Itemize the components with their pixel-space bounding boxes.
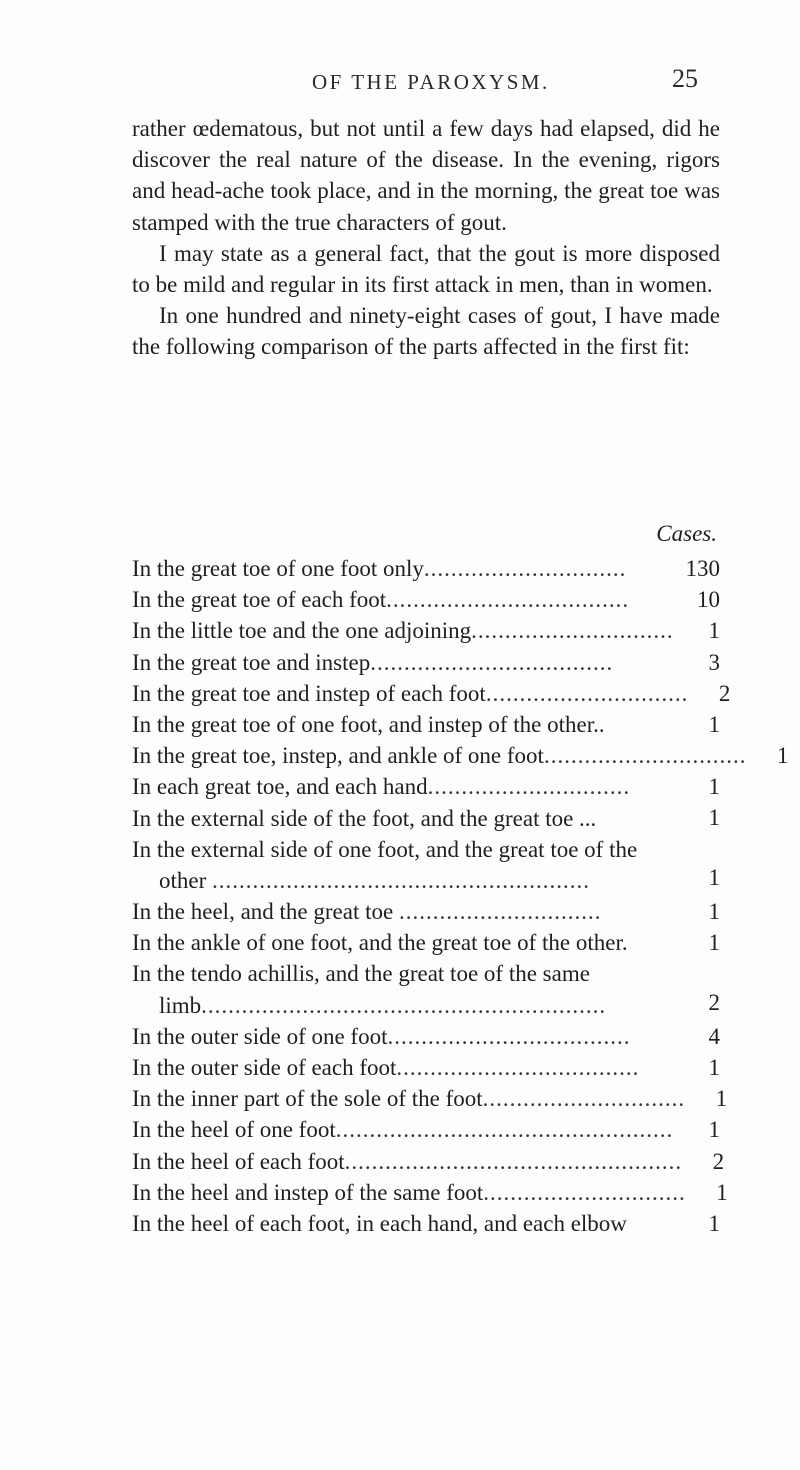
- paragraph: I may state as a general fact, that the gout is more disposed to be mild and regular in its first attack in men, than in women.: [132, 240, 720, 298]
- case-label: In the great toe and instep....................................: [132, 649, 614, 675]
- leader-dots: ....................................: [396, 1055, 640, 1081]
- running-title: OF THE PAROXYSM.: [312, 70, 550, 94]
- table-row: [132, 834, 720, 896]
- table-row: [132, 1114, 720, 1145]
- leader-dots: ..............................: [398, 899, 602, 925]
- table-row: [132, 584, 720, 615]
- leader-dots: ..............................: [423, 556, 627, 581]
- case-count: 1: [708, 774, 720, 800]
- case-count: 1: [708, 1117, 720, 1143]
- case-count: 2: [708, 989, 720, 1015]
- leader-dots: ..................................................: [335, 1117, 674, 1143]
- case-count: 4: [708, 1023, 720, 1049]
- case-label: In each great toe, and each hand..............................: [132, 774, 631, 800]
- cases-column-heading: Cases.: [656, 521, 717, 546]
- paragraph: In one hundred and ninety-eight cases of gout, I have made the following comparison of the parts affected in the first fit:: [132, 303, 720, 360]
- table-row: [132, 771, 720, 802]
- case-label: In the great toe, instep, and ankle of one foot..............................: [132, 743, 747, 769]
- leader-dots: ..............................: [543, 743, 747, 769]
- case-label: In the outer side of one foot....................................: [132, 1023, 631, 1049]
- case-count: 1: [776, 743, 789, 769]
- table-row: [132, 740, 789, 771]
- table-row: [132, 803, 720, 834]
- leader-dots: ....................................: [386, 587, 630, 613]
- case-label: In the ankle of one foot, and the great toe of the other.: [132, 930, 628, 956]
- table-row: [132, 553, 720, 584]
- leader-dots: ..............................: [482, 1086, 686, 1112]
- table-row: [132, 1146, 725, 1177]
- case-label: In the heel of one foot..................................................: [132, 1117, 674, 1143]
- case-label: In the heel of each foot..................................................: [132, 1148, 683, 1174]
- case-count: 1: [708, 1055, 720, 1081]
- case-label: In the tendo achillis, and the great toe of the same limb............................................................: [132, 961, 607, 1018]
- table-row: [132, 709, 720, 740]
- case-label: In the great toe of one foot only..............................: [132, 556, 627, 581]
- case-count: 1: [715, 1086, 728, 1112]
- case-label: In the external side of the foot, and the great toe ...: [132, 805, 597, 831]
- table-row: [132, 678, 731, 709]
- case-label: In the great toe and instep of each foot..............................: [132, 680, 689, 706]
- table-row: [132, 927, 720, 958]
- cases-table: [132, 553, 789, 1239]
- case-count: 1: [708, 930, 720, 956]
- paragraph: rather œdematous, but not until a few days had elapsed, did he discover the real nature of the disease. In the evening, rigors and head-ache took place, and in the morning, the great toe was stamped with the true characters of gout.: [132, 116, 720, 235]
- case-count: 2: [712, 1148, 725, 1174]
- leader-dots: ..............................: [485, 680, 689, 706]
- leader-dots: ....................................: [387, 1023, 631, 1049]
- case-count: 1: [708, 805, 720, 831]
- table-row: [132, 1021, 720, 1052]
- case-count: 1: [708, 899, 720, 925]
- case-label: In the heel of each foot, in each hand, and each elbow: [132, 1210, 627, 1236]
- leader-dots: ..............................: [483, 1179, 686, 1205]
- case-count: 2: [718, 680, 731, 706]
- table-row: [132, 615, 720, 646]
- case-label: In the heel and instep of the same foot..............................: [132, 1179, 686, 1205]
- case-label: In the inner part of the sole of the foot..............................: [132, 1086, 686, 1112]
- case-label: In the little toe and the one adjoining..............................: [132, 618, 674, 644]
- table-row: [132, 1052, 720, 1083]
- page-number: 25: [672, 64, 698, 93]
- table-row: [132, 896, 720, 927]
- table-row: [132, 958, 720, 1020]
- case-count: 1: [708, 618, 720, 644]
- leader-dots: ..................................................: [344, 1148, 683, 1174]
- case-count: 10: [697, 587, 720, 613]
- case-label: In the great toe of one foot, and instep of the other..: [132, 711, 605, 737]
- case-label: In the heel, and the great toe ..............................: [132, 899, 602, 925]
- leader-dots: ....................................: [370, 649, 614, 675]
- table-row: [132, 647, 720, 678]
- case-count: 130: [685, 555, 720, 581]
- case-count: 1: [708, 1210, 720, 1236]
- leader-dots: ........................................................: [212, 867, 591, 893]
- case-count: 1: [708, 711, 720, 737]
- case-label: In the great toe of each foot....................................: [132, 587, 630, 613]
- leader-dots: ..............................: [427, 774, 631, 800]
- table-row: [132, 1208, 720, 1239]
- table-row: [132, 1177, 728, 1208]
- case-count: 1: [716, 1179, 728, 1205]
- leader-dots: ............................................................: [201, 992, 607, 1018]
- case-label: In the outer side of each foot....................................: [132, 1055, 640, 1081]
- body-text: [132, 113, 720, 363]
- table-row: [132, 1083, 728, 1114]
- case-label: In the external side of one foot, and the great toe of the other ........................................................: [132, 836, 638, 893]
- case-count: 1: [708, 864, 720, 890]
- leader-dots: ..............................: [471, 618, 674, 644]
- case-count: 3: [708, 649, 720, 675]
